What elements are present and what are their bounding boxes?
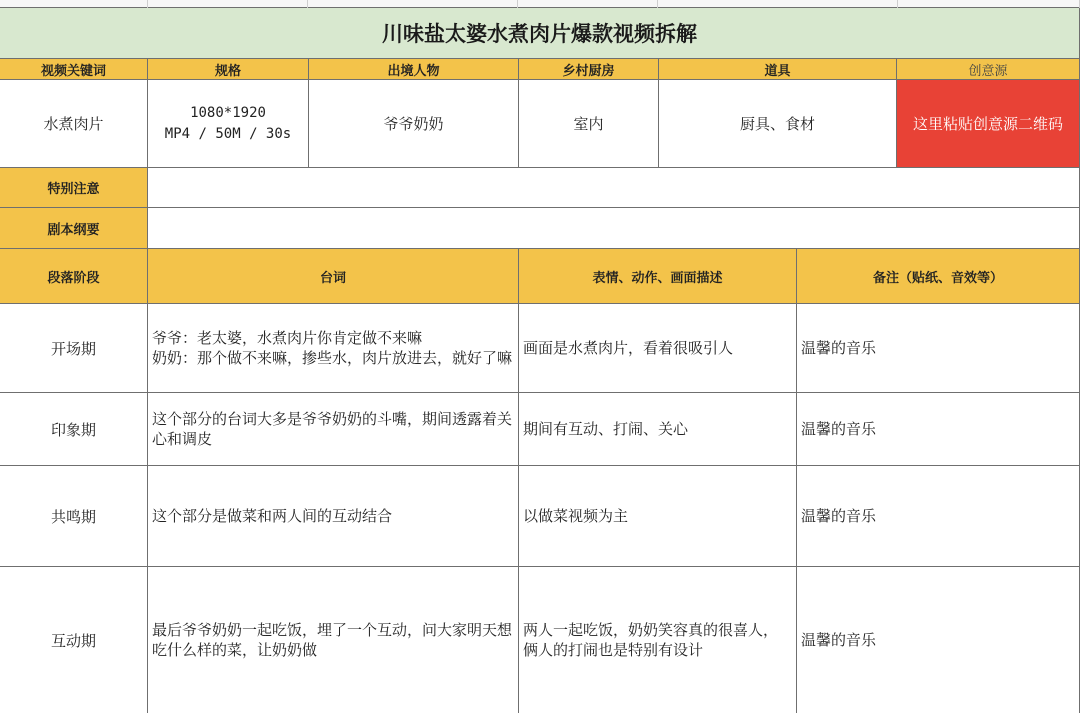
sheet-title[interactable]: 川味盐太婆水煮肉片爆款视频拆解: [0, 8, 1080, 59]
gridline: [898, 0, 1080, 8]
spec-format: MP4 / 50M / 30s: [164, 125, 292, 142]
table-header-lines[interactable]: 台词: [148, 249, 519, 304]
gridline: [658, 0, 898, 8]
table-row-lines[interactable]: 这个部分是做菜和两人间的互动结合: [148, 466, 519, 567]
value-props[interactable]: 厨具、食材: [659, 80, 897, 168]
table-row-action[interactable]: 画面是水煮肉片，看着很吸引人: [519, 304, 797, 393]
table-row-stage[interactable]: 共鸣期: [0, 466, 148, 567]
table-row-action[interactable]: 以做菜视频为主: [519, 466, 797, 567]
value-spec[interactable]: [148, 80, 309, 168]
value-keyword[interactable]: 水煮肉片: [0, 80, 148, 168]
table-row-remark[interactable]: 温馨的音乐: [797, 393, 1080, 466]
gridline: [518, 0, 658, 8]
table-row-stage[interactable]: 开场期: [0, 304, 148, 393]
header-people[interactable]: 出境人物: [309, 59, 519, 80]
value-people[interactable]: 爷爷奶奶: [309, 80, 519, 168]
table-row-remark[interactable]: 温馨的音乐: [797, 466, 1080, 567]
table-header-remark[interactable]: 备注（贴纸、音效等）: [797, 249, 1080, 304]
notes-label[interactable]: 特别注意: [0, 168, 148, 208]
header-kitchen[interactable]: 乡村厨房: [519, 59, 659, 80]
table-row-action[interactable]: 两人一起吃饭，奶奶笑容真的很喜人，俩人的打闹也是特别有设计: [519, 567, 797, 713]
header-props[interactable]: 道具: [659, 59, 897, 80]
table-row-stage[interactable]: 印象期: [0, 393, 148, 466]
header-keyword[interactable]: 视频关键词: [0, 59, 148, 80]
value-kitchen[interactable]: 室内: [519, 80, 659, 168]
gridline: [148, 0, 308, 8]
table-row-stage[interactable]: 互动期: [0, 567, 148, 713]
table-header-action[interactable]: 表情、动作、画面描述: [519, 249, 797, 304]
table-row-lines[interactable]: 最后爷爷奶奶一起吃饭，埋了一个互动，问大家明天想吃什么样的菜，让奶奶做: [148, 567, 519, 713]
table-row-lines[interactable]: 爷爷：老太婆，水煮肉片你肯定做不来嘛 奶奶：那个做不来嘛，掺些水，肉片放进去，就好了嘛: [148, 304, 519, 393]
outline-label[interactable]: 剧本纲要: [0, 208, 148, 249]
table-header-stage[interactable]: 段落阶段: [0, 249, 148, 304]
table-row-remark[interactable]: 温馨的音乐: [797, 304, 1080, 393]
spec-resolution: 1080*1920: [190, 104, 266, 121]
header-source[interactable]: 创意源: [897, 59, 1080, 80]
notes-value[interactable]: [148, 168, 1080, 208]
gridline: [308, 0, 518, 8]
gridline: [0, 0, 148, 8]
table-row-remark[interactable]: 温馨的音乐: [797, 567, 1080, 713]
value-source-qr-placeholder[interactable]: 这里粘贴创意源二维码: [897, 80, 1080, 168]
outline-value[interactable]: [148, 208, 1080, 249]
table-row-lines[interactable]: 这个部分的台词大多是爷爷奶奶的斗嘴，期间透露着关心和调皮: [148, 393, 519, 466]
header-spec[interactable]: 规格: [148, 59, 309, 80]
table-row-action[interactable]: 期间有互动、打闹、关心: [519, 393, 797, 466]
